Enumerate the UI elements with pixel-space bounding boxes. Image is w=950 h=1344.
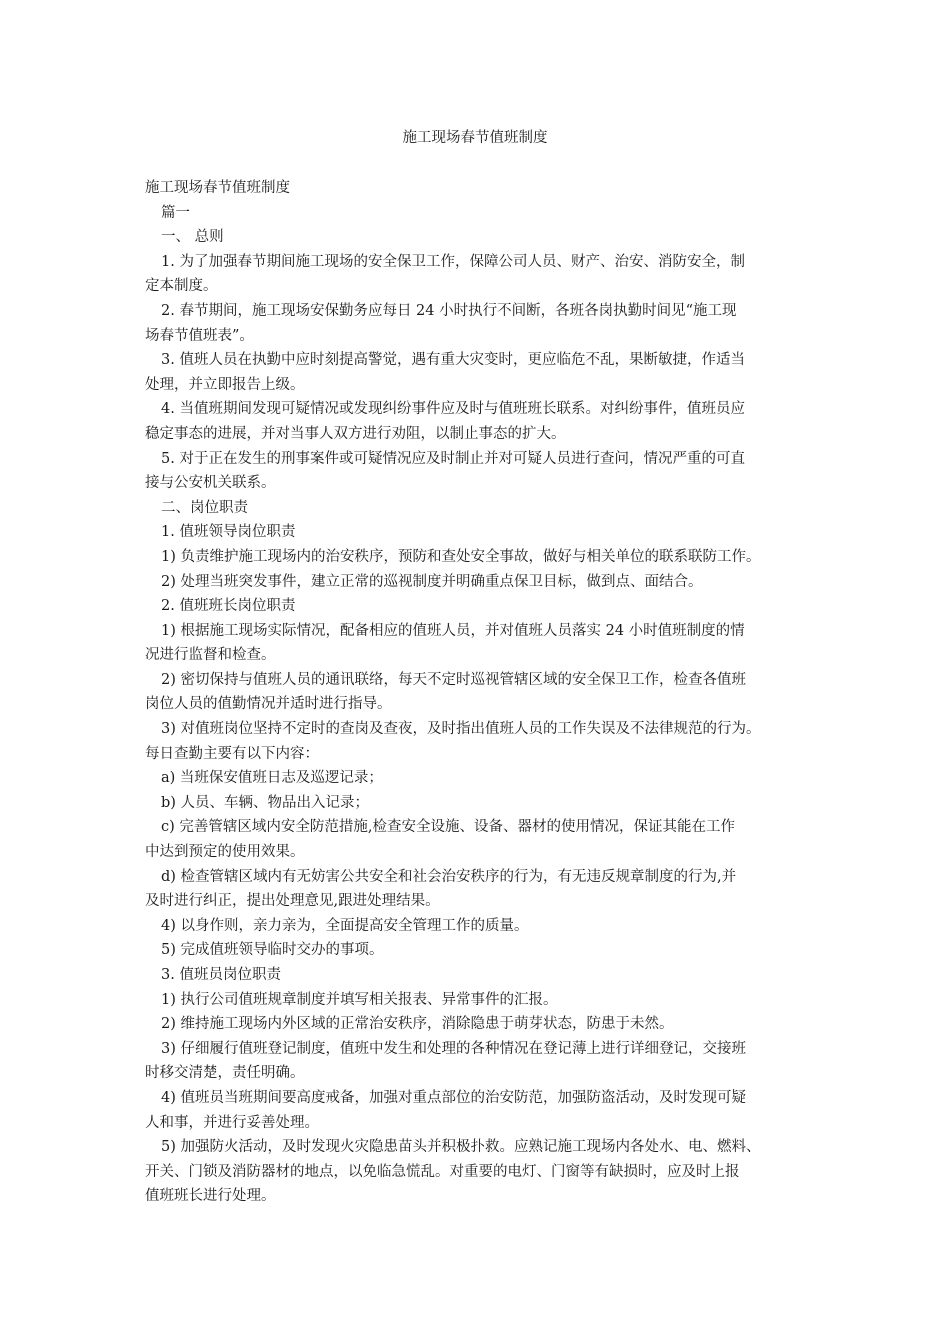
text-line: 2. 值班班长岗位职责 <box>161 598 296 615</box>
text-line: 二、岗位职责 <box>161 499 248 516</box>
text-line: 一、 总则 <box>161 229 224 246</box>
text-line: 岗位人员的值勤情况并适时进行指导。 <box>145 696 392 713</box>
text-line: 2) 密切保持与值班人员的通讯联络，每天不定时巡视管辖区域的安全保卫工作，检查各值班 <box>161 671 746 688</box>
text-line: a) 当班保安值班日志及巡逻记录； <box>161 770 383 787</box>
text-line: 人和事，并进行妥善处理。 <box>145 1114 319 1131</box>
text-line: b) 人员、车辆、物品出入记录； <box>161 794 370 811</box>
text-line: 及时进行纠正，提出处理意见,跟进处理结果。 <box>145 893 440 910</box>
document-body <box>145 176 825 1209</box>
text-line: c) 完善管辖区域内安全防范措施,检查安全设施、设备、器材的使用情况，保证其能在工作 <box>161 819 735 836</box>
text-line: 5. 对于正在发生的刑事案件或可疑情况应及时制止并对可疑人员进行查问，情况严重的可直 <box>161 450 745 467</box>
text-line: 中达到预定的使用效果。 <box>145 844 305 861</box>
text-line: 4) 值班员当班期间要高度戒备，加强对重点部位的治安防范，加强防盗活动，及时发现可疑 <box>161 1089 746 1106</box>
text-line: 每日查勤主要有以下内容： <box>145 745 319 762</box>
text-line: 4) 以身作则，亲力亲为，全面提高安全管理工作的质量。 <box>161 917 529 934</box>
text-line: 3) 仔细履行值班登记制度，值班中发生和处理的各种情况在登记薄上进行详细登记，交接班 <box>161 1040 746 1057</box>
text-line: 3) 对值班岗位坚持不定时的查岗及查夜，及时指出值班人员的工作失误及不法律规范的行为。 <box>161 721 761 738</box>
text-line: 2. 春节期间，施工现场安保勤务应每日 24 小时执行不间断，各班各岗执勤时间见“施工现 <box>161 302 737 319</box>
text-line: 时移交清楚，责任明确。 <box>145 1065 305 1082</box>
text-line: 施工现场春节值班制度 <box>145 180 290 196</box>
text-line: 1. 为了加强春节期间施工现场的安全保卫工作，保障公司人员、财产、治安、消防安全，制 <box>161 253 745 270</box>
text-line: 接与公安机关联系。 <box>145 475 276 492</box>
text-line: 场春节值班表”。 <box>145 327 254 344</box>
text-line: 况进行监督和检查。 <box>145 647 276 664</box>
text-line: 开关、门锁及消防器材的地点，以免临急慌乱。对重要的电灯、门窗等有缺损时，应及时上报 <box>145 1163 740 1180</box>
text-line: 5) 完成值班领导临时交办的事项。 <box>161 942 384 959</box>
text-line: 处理，并立即报告上级。 <box>145 376 305 393</box>
text-line: d) 检查管辖区域内有无妨害公共安全和社会治安秩序的行为，有无违反规章制度的行为,并 <box>161 868 737 885</box>
text-line: 1) 根据施工现场实际情况，配备相应的值班人员，并对值班人员落实 24 小时值班制度的情 <box>161 622 745 639</box>
text-line: 2) 处理当班突发事件，建立正常的巡视制度并明确重点保卫目标，做到点、面结合。 <box>161 573 703 590</box>
text-line: 篇一 <box>161 204 190 221</box>
document-title: 施工现场春节值班制度 <box>402 130 548 146</box>
text-line: 定本制度。 <box>145 278 218 295</box>
text-line: 稳定事态的进展，并对当事人双方进行劝阻，以制止事态的扩大。 <box>145 425 566 442</box>
text-line: 2) 维持施工现场内外区域的正常治安秩序，消除隐患于萌芽状态，防患于未然。 <box>161 1016 674 1033</box>
text-line: 4. 当值班期间发现可疑情况或发现纠纷事件应及时与值班班长联系。对纠纷事件，值班员应 <box>161 401 745 418</box>
text-line: 1. 值班领导岗位职责 <box>161 524 296 541</box>
text-line: 3. 值班员岗位职责 <box>161 967 281 983</box>
text-line: 1) 执行公司值班规章制度并填写相关报表、异常事件的汇报。 <box>161 991 558 1008</box>
text-line: 3. 值班人员在执勤中应时刻提高警觉，遇有重大灾变时，更应临危不乱，果断敏捷，作适当 <box>161 352 745 369</box>
text-line: 值班班长进行处理。 <box>145 1188 276 1205</box>
text-line: 5) 加强防火活动，及时发现火灾隐患苗头并积极扑救。应熟记施工现场内各处水、电、燃料、 <box>161 1139 761 1156</box>
text-line: 1) 负责维护施工现场内的治安秩序，预防和查处安全事故，做好与相关单位的联系联防工作。 <box>161 548 761 565</box>
